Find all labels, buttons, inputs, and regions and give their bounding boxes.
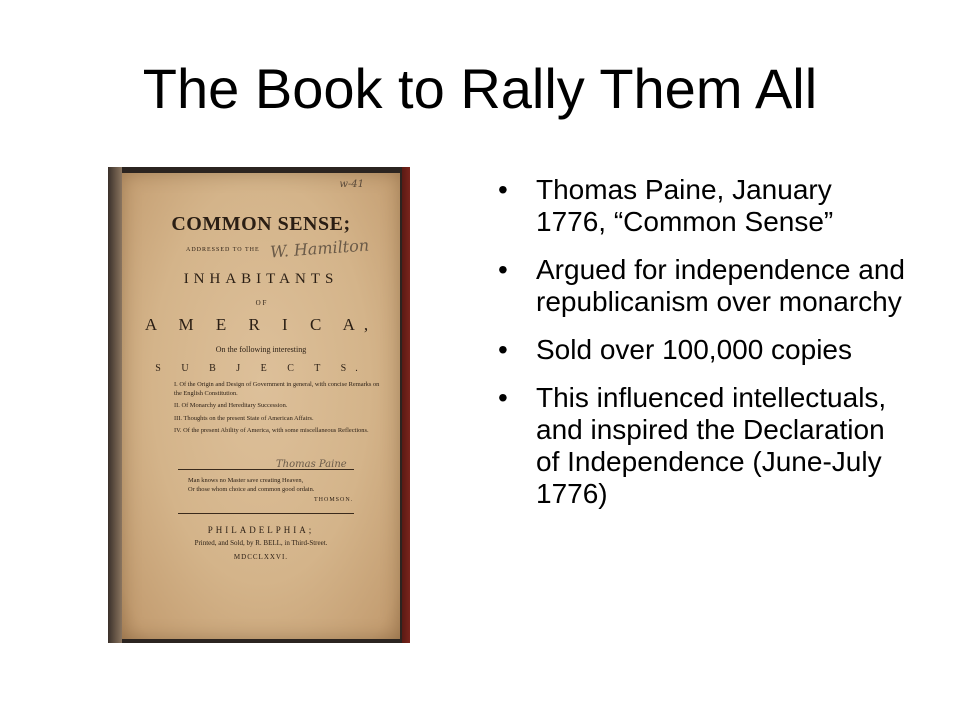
bullet-icon: • [498, 334, 508, 365]
motto-line: Or those whom choice and common good ordain. [188, 485, 315, 493]
inhabitants-line: INHABITANTS [183, 271, 339, 287]
bullet-item [498, 254, 908, 318]
bullet-text: This influenced intellectuals, and inspired the Declaration of Independence (June-July 1776) [536, 382, 887, 509]
subject-item: I. Of the Origin and Design of Government in general, with concise Remarks on the English Constitution. [174, 381, 380, 397]
motto-author: THOMSON. [314, 497, 354, 503]
bullet-item [498, 334, 908, 366]
subjects-line: S U B J E C T S. [155, 363, 367, 374]
of-line: O F [255, 299, 267, 307]
bullet-item [498, 382, 908, 510]
ink-signature: Thomas Paine [276, 459, 347, 470]
book-cover-edge [402, 167, 410, 643]
bullet-icon: • [498, 174, 508, 205]
bullet-item [498, 174, 908, 238]
motto [188, 477, 358, 494]
bullet-text: Sold over 100,000 copies [536, 334, 852, 365]
common-sense-title-page-photo [108, 167, 410, 643]
bullet-text: Thomas Paine, January 1776, “Common Sense” [536, 174, 834, 237]
handwritten-signature: W. Hamilton [269, 235, 370, 262]
subject-item: IV. Of the present Ability of America, with some miscellaneous Reflections. [174, 427, 369, 435]
bullet-list [498, 174, 908, 526]
subject-item: III. Thoughts on the present State of American Affairs. [174, 414, 314, 422]
addressed-line: ADDRESSED TO THE [186, 247, 260, 253]
america-line: A M E R I C A, [144, 315, 378, 334]
following-line: On the following interesting [215, 345, 307, 354]
imprint-printer: Printed, and Sold, by R. BELL, in Third-Street. [194, 539, 328, 547]
divider-rule [178, 513, 354, 514]
bullet-icon: • [498, 382, 508, 413]
subject-item: II. Of Monarchy and Hereditary Succession. [174, 402, 288, 410]
imprint-city: PHILADELPHIA; [207, 525, 315, 535]
book-title: COMMON SENSE; [171, 213, 351, 235]
title-page [122, 173, 400, 639]
bullet-icon: • [498, 254, 508, 285]
imprint-year: MDCCLXXVI. [233, 553, 289, 561]
subject-list [174, 381, 384, 440]
bullet-text: Argued for independence and republicanism over monarchy [536, 254, 905, 317]
shelfmark-note: w-41 [339, 179, 364, 190]
book-binding-edge [108, 167, 122, 643]
slide-title: The Book to Rally Them All [142, 57, 818, 120]
motto-line: Man knows no Master save creating Heaven, [188, 477, 304, 484]
